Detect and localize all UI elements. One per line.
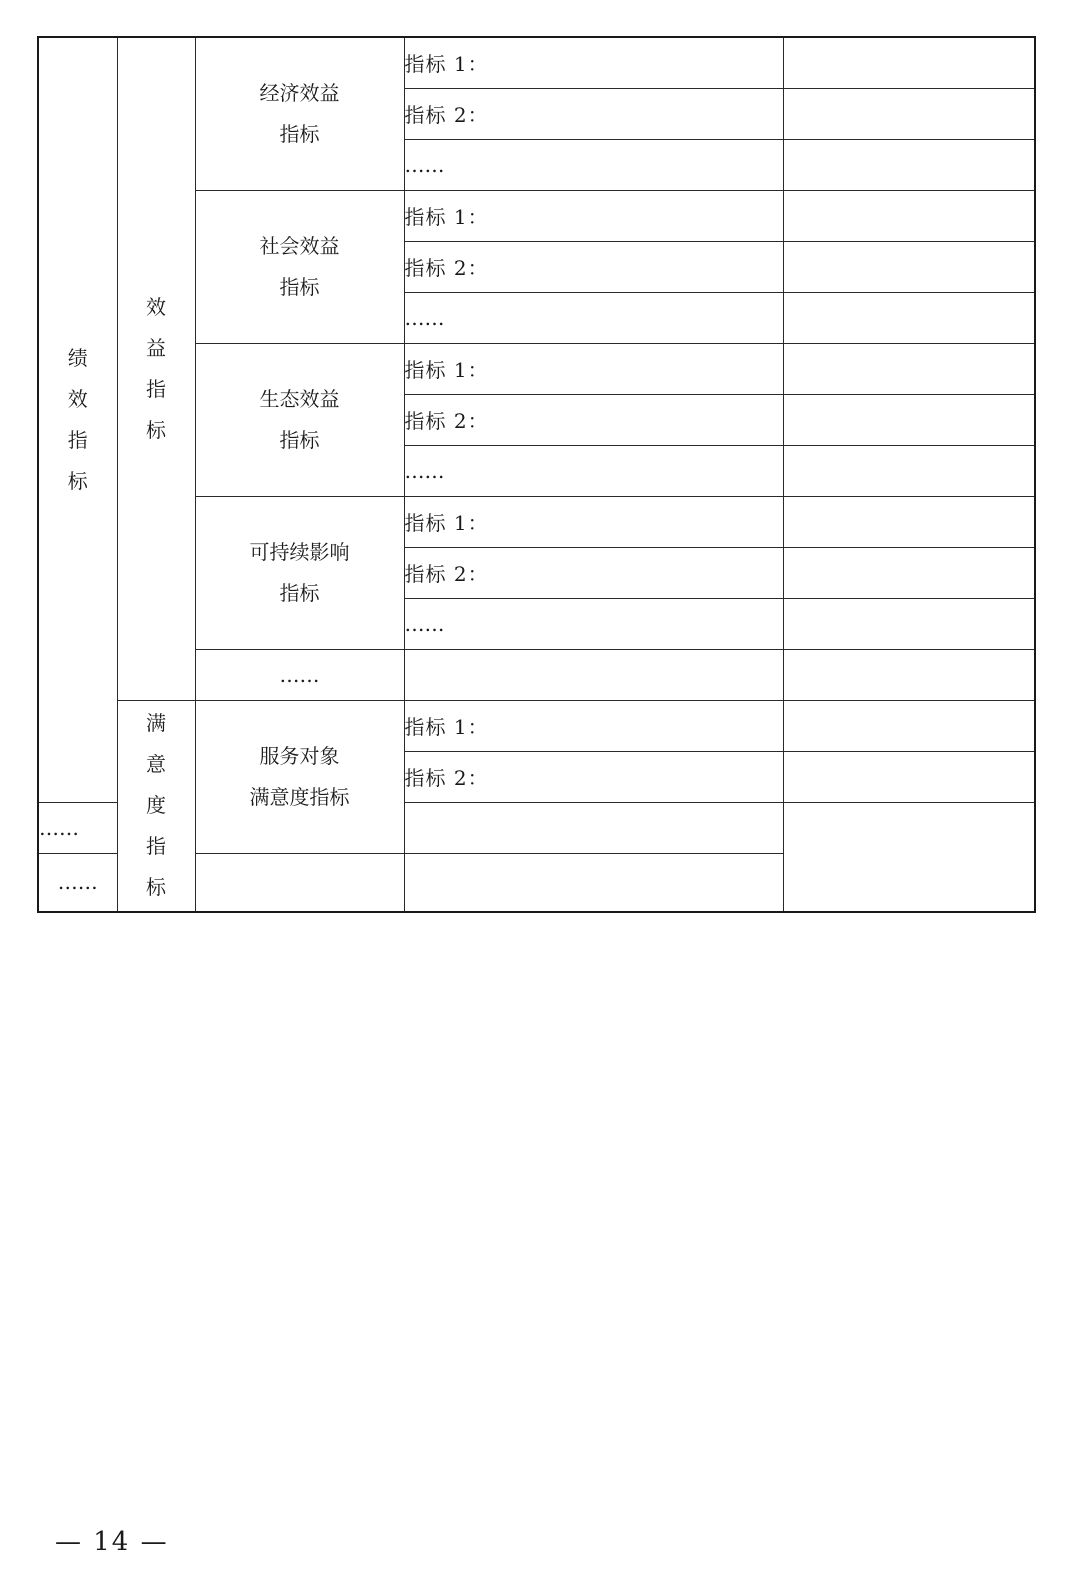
- level1-cell: [38, 37, 117, 802]
- value-cell: [783, 139, 1035, 190]
- value-cell: [783, 37, 1035, 88]
- indicator-1: 指标 1：: [404, 700, 783, 751]
- indicator-1: 指标 1：: [404, 496, 783, 547]
- satisfaction-more: ……: [38, 853, 117, 912]
- value-cell: [783, 547, 1035, 598]
- level1-label: 绩效指标: [67, 345, 88, 493]
- value-cell: [783, 598, 1035, 649]
- value-cell: [783, 241, 1035, 292]
- indicator-2: 指标 2：: [404, 88, 783, 139]
- indicator-1: 指标 1：: [404, 190, 783, 241]
- indicator-more: ……: [404, 598, 783, 649]
- value-cell: [783, 445, 1035, 496]
- social-line2: 指标: [279, 274, 320, 299]
- economic-line1: 经济效益: [259, 80, 340, 105]
- sustainable-line2: 指标: [279, 580, 320, 605]
- economic-benefit-cell: [195, 37, 404, 190]
- economic-line2: 指标: [279, 121, 320, 146]
- value-cell: [783, 751, 1035, 802]
- indicator-1: 指标 1：: [404, 343, 783, 394]
- service-satisfaction-cell: [195, 700, 404, 853]
- satisfaction-cell: [117, 700, 195, 912]
- benefit-cell: [117, 37, 195, 700]
- ecological-line1: 生态效益: [259, 386, 340, 411]
- indicator-more: ……: [404, 139, 783, 190]
- value-cell: [783, 190, 1035, 241]
- value-cell: [404, 853, 783, 912]
- sustainable-line1: 可持续影响: [249, 539, 350, 564]
- value-cell: [783, 496, 1035, 547]
- value-cell: [783, 88, 1035, 139]
- ecological-line2: 指标: [279, 427, 320, 452]
- performance-indicator-table: [37, 36, 1036, 913]
- indicator-2: 指标 2：: [404, 547, 783, 598]
- satisfaction-label: 满意度指标: [146, 711, 166, 900]
- social-benefit-cell: [195, 190, 404, 343]
- service-line1: 服务对象: [259, 743, 340, 768]
- value-cell: [783, 394, 1035, 445]
- value-cell: [783, 649, 1035, 700]
- indicator-more: ……: [404, 292, 783, 343]
- value-cell: [404, 802, 783, 853]
- service-line2: 满意度指标: [249, 784, 350, 809]
- indicator-more: ……: [404, 445, 783, 496]
- benefit-label: 效益指标: [146, 294, 166, 442]
- social-line1: 社会效益: [259, 233, 340, 258]
- indicator-2: 指标 2：: [404, 241, 783, 292]
- value-cell: [783, 292, 1035, 343]
- page-number: — 14 —: [55, 1527, 169, 1557]
- ecological-benefit-cell: [195, 343, 404, 496]
- value-cell: [195, 853, 404, 912]
- benefit-more: ……: [195, 649, 404, 700]
- value-cell: [783, 343, 1035, 394]
- indicator-more: ……: [38, 802, 117, 853]
- indicator-1: 指标 1：: [404, 37, 783, 88]
- value-cell: [404, 649, 783, 700]
- value-cell: [783, 700, 1035, 751]
- indicator-2: 指标 2：: [404, 751, 783, 802]
- sustainable-impact-cell: [195, 496, 404, 649]
- indicator-2: 指标 2：: [404, 394, 783, 445]
